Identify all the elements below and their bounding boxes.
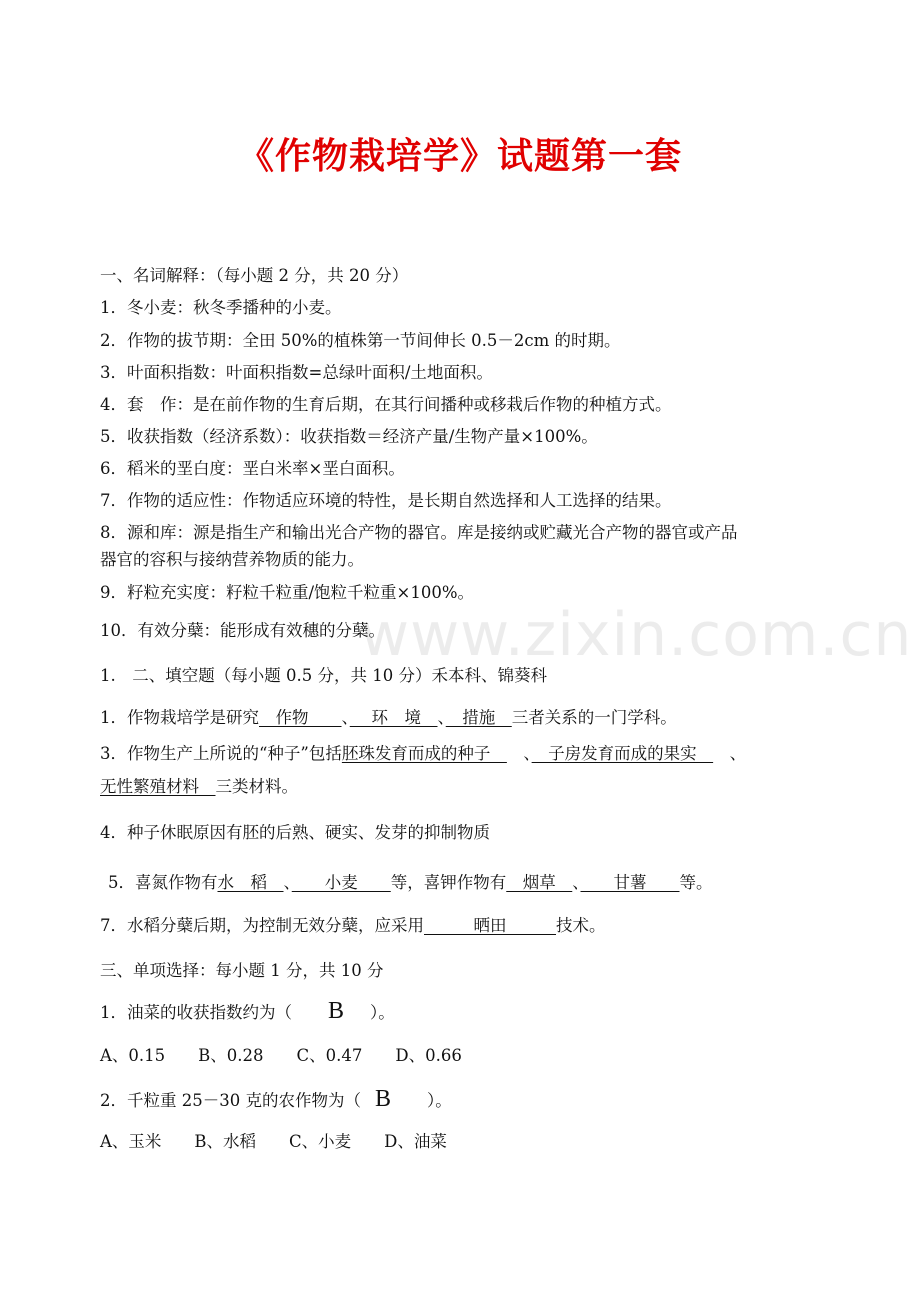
answer-blank: 无性繁殖材料 [100, 777, 216, 796]
fill-question-1 [100, 707, 677, 729]
answer-blank: 措施 [445, 708, 512, 727]
definition-item: 5．收获指数（经济系数）：收获指数＝经济产量/生物产量×100%。 [100, 427, 598, 446]
separator: 、 [341, 708, 350, 727]
answer-blank: 小麦 [291, 873, 391, 892]
answer-blank: 环 境 [349, 708, 438, 727]
definition-item-continued: 器官的容积与接纳营养物质的能力。 [100, 550, 364, 569]
question-text: 5．喜氮作物有 [108, 873, 218, 892]
choice-options-2: A、玉米 B、水稻 C、小麦 D、油菜 [100, 1132, 447, 1151]
question-text: 2．千粒重 25－30 克的农作物为（ [100, 1091, 361, 1110]
answer-blank: 子房发育而成的果实 [531, 744, 714, 763]
separator: 、 [506, 744, 532, 763]
fill-question-3 [100, 743, 746, 765]
separator: 、 [283, 873, 292, 892]
section-2-header: 1. 二、填空题（每小题 0.5 分，共 10 分）禾本科、锦葵科 [100, 666, 547, 685]
question-text: 三者关系的一门学科。 [511, 708, 677, 727]
fill-question-5 [108, 872, 713, 894]
question-text: 1．油菜的收获指数约为（ [100, 1003, 292, 1022]
answer-blank: 水 稻 [217, 873, 284, 892]
question-text: 三类材料。 [215, 777, 298, 796]
choice-question-2 [100, 1088, 452, 1112]
question-text: 3．作物生产上所说的“种子”包括 [100, 744, 342, 763]
fill-question-3-continued [100, 776, 298, 798]
question-text: 等。 [679, 873, 713, 892]
document-title: 《作物栽培学》试题第一套 [237, 136, 682, 177]
separator: 、 [713, 744, 747, 763]
answer-letter: B [328, 998, 345, 1024]
section-3-header: 三、单项选择：每小题 1 分，共 10 分 [100, 961, 384, 980]
choice-options-1: A、0.15 B、0.28 C、0.47 D、0.66 [100, 1046, 462, 1065]
definition-item: 4．套 作：是在前作物的生育后期，在其行间播种或移栽后作物的种植方式。 [100, 395, 672, 414]
answer-blank: 胚珠发育而成的种子 [341, 744, 507, 763]
question-text: 7．水稻分蘖后期，为控制无效分蘖，应采用 [100, 916, 424, 935]
watermark: www.zixin.com.cn [360, 600, 913, 670]
definition-item: 2．作物的拔节期：全田 50%的植株第一节间伸长 0.5－2cm 的时期。 [100, 331, 621, 350]
answer-blank: 作物 [259, 708, 342, 727]
fill-question-4: 4．种子休眠原因有胚的后熟、硬实、发芽的抑制物质 [100, 823, 490, 842]
question-text: 1．作物栽培学是研究 [100, 708, 259, 727]
answer-blank: 晒田 [424, 916, 556, 935]
question-text: 技术。 [556, 916, 606, 935]
definition-item: 10．有效分蘖：能形成有效穗的分蘖。 [100, 621, 385, 640]
definition-item: 1．冬小麦：秋冬季播种的小麦。 [100, 298, 342, 317]
section-1-header: 一、名词解释：（每小题 2 分，共 20 分） [100, 266, 409, 285]
question-text: ）。 [370, 1003, 395, 1022]
question-text: ）。 [427, 1091, 452, 1110]
answer-blank: 甘薯 [580, 873, 680, 892]
definition-item: 8．源和库：源是指生产和输出光合产物的器官。库是接纳或贮藏光合产物的器官或产品 [100, 523, 738, 542]
fill-question-7 [100, 915, 606, 937]
answer-blank: 烟草 [506, 873, 573, 892]
definition-item: 9．籽粒充实度：籽粒千粒重/饱粒千粒重×100%。 [100, 583, 475, 602]
definition-item: 3．叶面积指数：叶面积指数=总绿叶面积/土地面积。 [100, 363, 493, 382]
separator: 、 [437, 708, 446, 727]
definition-item: 6．稻米的垩白度：垩白米率×垩白面积。 [100, 459, 405, 478]
answer-letter: B [374, 1086, 391, 1112]
separator: 、 [572, 873, 581, 892]
question-text: 等，喜钾作物有 [390, 873, 507, 892]
choice-question-1 [100, 1000, 395, 1024]
definition-item: 7．作物的适应性：作物适应环境的特性，是长期自然选择和人工选择的结果。 [100, 491, 672, 510]
